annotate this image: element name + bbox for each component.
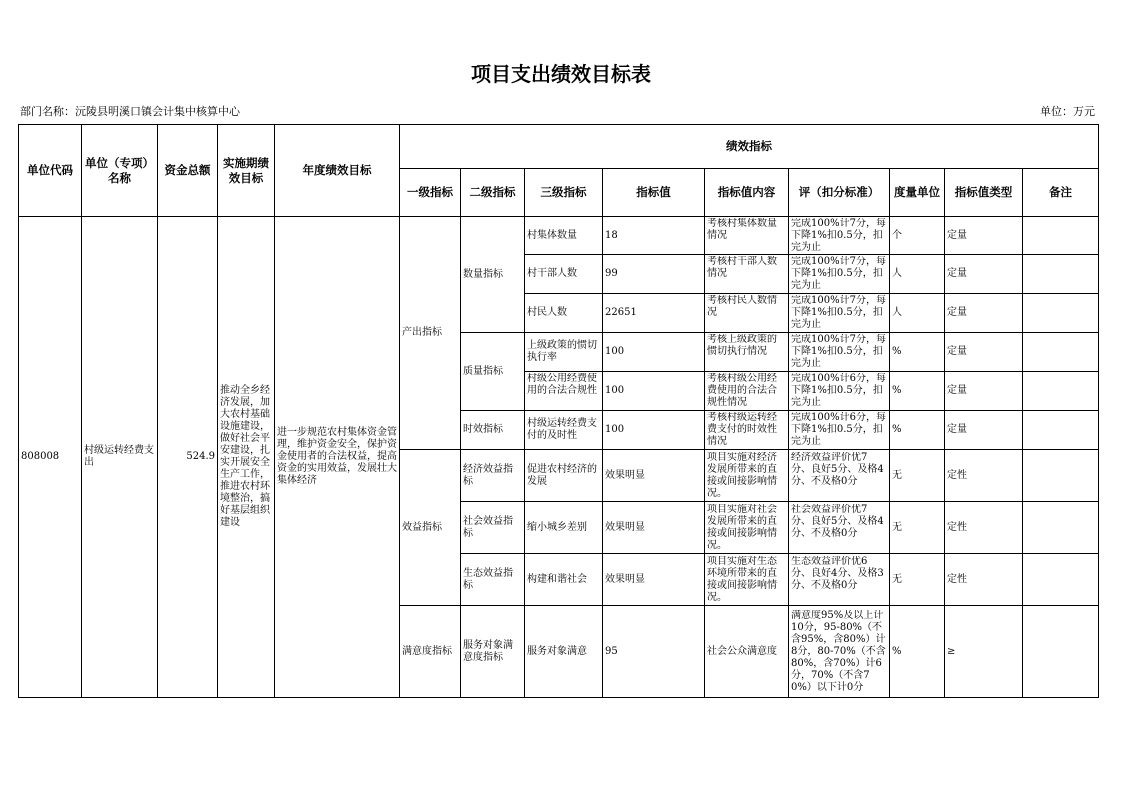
header-performance-indicators: 绩效指标 (400, 125, 1099, 169)
indicator-type: 定性 (945, 450, 1023, 502)
indicator-unit: 无 (890, 450, 945, 502)
level2-economic: 经济效益指标 (461, 450, 525, 502)
indicator-name (525, 372, 603, 411)
indicator-type: 定性 (945, 554, 1023, 606)
indicator-type: 定量 (945, 411, 1023, 450)
indicator-value: 效果明显 (603, 502, 705, 554)
project-funds: 524.9 (158, 217, 218, 698)
indicator-unit: 人 (890, 294, 945, 333)
indicator-score-text: 完成100%计6分，每下降1%扣0.5分，扣完为止 (791, 373, 886, 408)
indicator-content-text: 考核上级政策的惯切执行情况 (707, 334, 777, 357)
indicator-value: 100 (603, 333, 705, 372)
indicator-content (705, 450, 789, 502)
indicator-name: 服务对象满意 (525, 606, 603, 698)
indicator-content-text: 考核村集体数量情况 (707, 217, 777, 241)
indicator-content (705, 294, 789, 333)
indicator-unit: 人 (890, 255, 945, 294)
indicator-name: 上级政策的惯切执行率 (525, 333, 603, 372)
indicator-unit: % (890, 411, 945, 450)
indicator-value: 99 (603, 255, 705, 294)
indicator-score (789, 372, 890, 411)
indicator-remark (1023, 502, 1099, 554)
indicator-content-text: 项目实施对社会发展所带来的直接或间接影响情况。 (707, 503, 777, 551)
header-row-1 (19, 125, 1099, 169)
indicator-score (789, 294, 890, 333)
indicator-value: 95 (603, 606, 705, 698)
level2-quantity: 数量指标 (461, 217, 525, 333)
indicator-name: 村级运转经费支付的及时性 (525, 411, 603, 450)
indicator-value: 22651 (603, 294, 705, 333)
indicator-score (789, 333, 890, 372)
indicator-score-text: 完成100%计7分，每下降1%扣0.5分，扣完为止 (791, 295, 886, 330)
indicator-score (789, 554, 890, 606)
indicator-score (789, 255, 890, 294)
header-project-name: 单位（专项）名称 (82, 125, 158, 217)
indicator-score-text: 满意度95%及以上计10分，95-80%（不含95%，含80%）计8分，80-70%（不含80%，含70%）计6分，70%（不含70%）以下计0分 (791, 609, 886, 693)
indicator-type: 定量 (945, 333, 1023, 372)
indicator-content-text: 考核村级运转经费支付的时效性情况 (707, 412, 777, 447)
level2-timeliness: 时效指标 (461, 411, 525, 450)
project-period-goal: 推动全乡经济发展，加大农村基础设施建设，做好社会平安建设，扎实开展安全生产工作，推进农村环境整治，搞好基层组织建设 (218, 217, 275, 698)
indicator-score-text: 生态效益评价优6分、良好4分、及格3分、不及格0分 (791, 555, 884, 591)
indicator-score-text: 社会效益评价优7分、良好5分、及格4分、不及格0分 (791, 503, 884, 539)
indicator-content: 社会公众满意度 (705, 606, 789, 698)
level1-benefit: 效益指标 (400, 450, 461, 606)
indicator-value: 100 (603, 411, 705, 450)
indicator-content (705, 372, 789, 411)
header-value-content: 指标值内容 (705, 169, 789, 217)
indicator-remark (1023, 217, 1099, 255)
project-name: 村级运转经费支出 (82, 217, 158, 698)
indicator-remark (1023, 372, 1099, 411)
indicator-score (789, 217, 890, 255)
indicator-remark (1023, 606, 1099, 698)
header-period-goal: 实施期绩效目标 (218, 125, 275, 217)
indicator-score-text: 经济效益评价优7分、良好5分、及格4分、不及格0分 (791, 451, 884, 487)
level2-social: 社会效益指标 (461, 502, 525, 554)
indicator-type: 定量 (945, 255, 1023, 294)
indicator-unit: % (890, 372, 945, 411)
indicator-score-text: 完成100%计7分，每下降1%扣0.5分，扣完为止 (791, 334, 886, 369)
indicator-score-text: 完成100%计6分，每下降1%扣0.5分，扣完为止 (791, 412, 886, 447)
indicator-score-text: 完成100%计7分，每下降1%扣0.5分，扣完为止 (791, 217, 886, 253)
level2-quality: 质量指标 (461, 333, 525, 411)
header-value-type: 指标值类型 (945, 169, 1023, 217)
indicator-name: 促进农村经济的发展 (525, 450, 603, 502)
indicator-name: 缩小城乡差别 (525, 502, 603, 554)
indicator-name: 村干部人数 (525, 255, 603, 294)
indicator-value: 效果明显 (603, 554, 705, 606)
header-level2: 二级指标 (461, 169, 525, 217)
indicator-unit: % (890, 606, 945, 698)
header-scoring: 评（扣分标准） (789, 169, 890, 217)
level1-output: 产出指标 (400, 217, 461, 450)
project-code: 808008 (19, 217, 82, 698)
indicator-content (705, 554, 789, 606)
indicator-type: 定量 (945, 294, 1023, 333)
indicator-type: 定性 (945, 502, 1023, 554)
indicator-content (705, 217, 789, 255)
header-level3: 三级指标 (525, 169, 603, 217)
table-row (19, 217, 1099, 255)
indicator-type: 定量 (945, 217, 1023, 255)
indicator-remark (1023, 294, 1099, 333)
indicator-remark (1023, 411, 1099, 450)
indicator-unit: 个 (890, 217, 945, 255)
indicator-content (705, 255, 789, 294)
indicator-type: ≥ (945, 606, 1023, 698)
department-label: 部门名称：沅陵县明溪口镇会计集中核算中心 (20, 105, 240, 118)
indicator-value: 效果明显 (603, 450, 705, 502)
header-annual-goal: 年度绩效目标 (275, 125, 400, 217)
indicator-value: 100 (603, 372, 705, 411)
indicator-content (705, 411, 789, 450)
level2-service: 服务对象满意度指标 (461, 606, 525, 698)
indicator-name-text: 村级公用经费使用的合法合规性 (527, 373, 597, 396)
performance-target-table (18, 124, 1099, 698)
header-remark: 备注 (1023, 169, 1099, 217)
header-value: 指标值 (603, 169, 705, 217)
indicator-remark (1023, 333, 1099, 372)
indicator-unit: 无 (890, 502, 945, 554)
indicator-remark (1023, 554, 1099, 606)
currency-unit-label: 单位：万元 (1040, 105, 1095, 118)
header-level1: 一级指标 (400, 169, 461, 217)
indicator-score (789, 450, 890, 502)
header-total-funds: 资金总额 (158, 125, 218, 217)
indicator-name: 村民人数 (525, 294, 603, 333)
indicator-content (705, 502, 789, 554)
indicator-unit: % (890, 333, 945, 372)
level1-satisfaction: 满意度指标 (400, 606, 461, 698)
project-annual-goal: 进一步规范农村集体资金管理，维护资金安全，保护资金使用者的合法权益，提高资金的实用效益，发展壮大集体经济 (275, 217, 400, 698)
indicator-content-text: 考核村干部人数情况 (707, 256, 777, 279)
indicator-value: 18 (603, 217, 705, 255)
header-unit-code: 单位代码 (19, 125, 82, 217)
indicator-remark (1023, 255, 1099, 294)
header-unit: 度量单位 (890, 169, 945, 217)
indicator-content-text: 项目实施对生态环境所带来的直接或间接影响情况。 (707, 555, 777, 603)
level2-ecological: 生态效益指标 (461, 554, 525, 606)
indicator-content-text: 考核村级公用经费使用的合法合规性情况 (707, 373, 777, 408)
indicator-score (789, 502, 890, 554)
indicator-type: 定量 (945, 372, 1023, 411)
indicator-score (789, 411, 890, 450)
indicator-content-text: 项目实施对经济发展所带来的直接或间接影响情况。 (707, 451, 777, 499)
page-title: 项目支出绩效目标表 (471, 62, 651, 86)
indicator-score (789, 606, 890, 698)
indicator-score-text: 完成100%计7分，每下降1%扣0.5分，扣完为止 (791, 256, 886, 291)
indicator-name: 村集体数量 (525, 217, 603, 255)
indicator-unit: 无 (890, 554, 945, 606)
indicator-content (705, 333, 789, 372)
indicator-name: 构建和谐社会 (525, 554, 603, 606)
indicator-content-text: 考核村民人数情况 (707, 295, 777, 318)
indicator-remark (1023, 450, 1099, 502)
